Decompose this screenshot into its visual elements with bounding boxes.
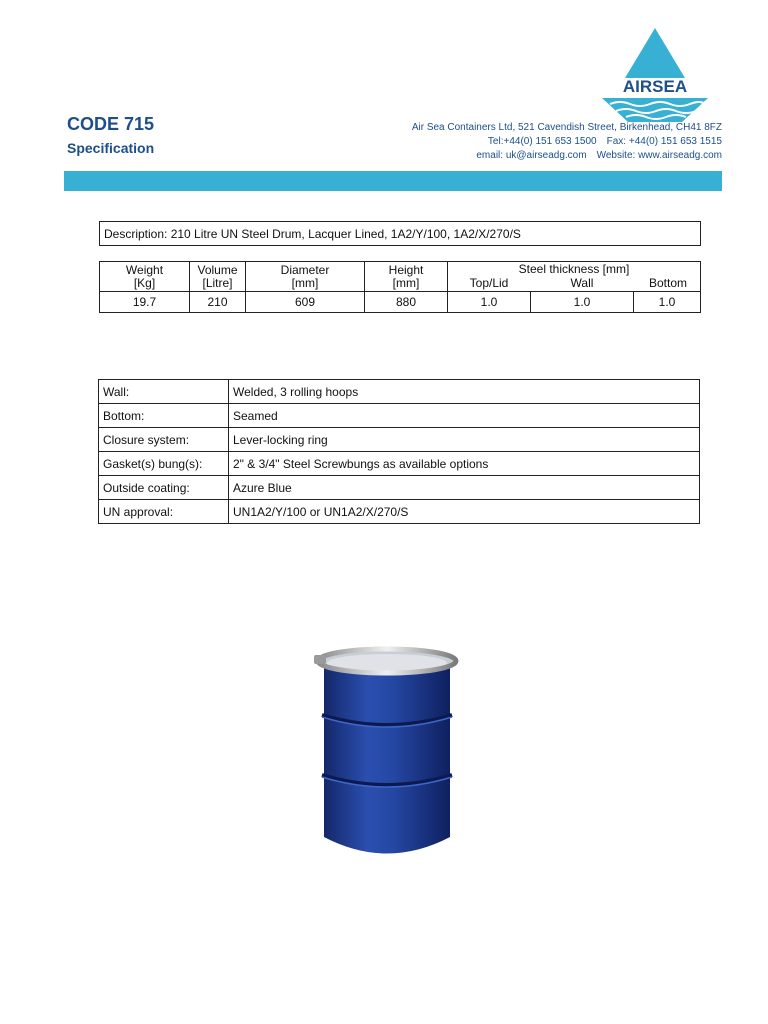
fax-number: Fax: +44(0) 151 653 1515 <box>606 136 722 147</box>
property-value: UN1A2/Y/100 or UN1A2/X/270/S <box>229 500 700 524</box>
table-row <box>99 380 700 404</box>
property-label: Outside coating: <box>99 476 229 500</box>
property-value: Lever-locking ring <box>229 428 700 452</box>
airsea-logo <box>590 26 720 126</box>
dimensions-table <box>99 261 701 313</box>
property-label: Gasket(s) bung(s): <box>99 452 229 476</box>
height-value: 880 <box>365 292 448 313</box>
property-value: Azure Blue <box>229 476 700 500</box>
wall-value: 1.0 <box>531 292 634 313</box>
diameter-value: 609 <box>246 292 365 313</box>
address-line: Air Sea Containers Ltd, 521 Cavendish Street, Birkenhead, CH41 8FZ <box>411 122 722 133</box>
height-header: Height [mm] <box>365 262 448 292</box>
top-lid-value: 1.0 <box>448 292 531 313</box>
description-table <box>99 221 701 246</box>
steel-thickness-label: Steel thickness [mm] <box>518 262 630 276</box>
weight-value: 19.7 <box>100 292 190 313</box>
property-value: Welded, 3 rolling hoops <box>229 380 700 404</box>
property-value: 2" & 3/4" Steel Screwbungs as available options <box>229 452 700 476</box>
bottom-header: Bottom <box>648 276 687 290</box>
website-link[interactable]: Website: www.airseadg.com <box>596 150 722 161</box>
specification-title: Specification <box>67 140 155 156</box>
properties-table <box>98 379 700 524</box>
table-row <box>99 404 700 428</box>
table-row <box>99 452 700 476</box>
bottom-value: 1.0 <box>634 292 701 313</box>
property-label: UN approval: <box>99 500 229 524</box>
property-value: Seamed <box>229 404 700 428</box>
logo-text: AIRSEA <box>622 77 688 96</box>
description-text: Description: 210 Litre UN Steel Drum, Lacquer Lined, 1A2/Y/100, 1A2/X/270/S <box>100 222 701 246</box>
diameter-header: Diameter [mm] <box>246 262 365 292</box>
top-lid-header: Top/Lid <box>469 276 509 290</box>
steel-thickness-header <box>448 262 701 292</box>
contact-block <box>412 121 722 163</box>
volume-value: 210 <box>190 292 246 313</box>
code-title: CODE 715 <box>67 114 155 134</box>
table-row <box>99 476 700 500</box>
tel-number: Tel:+44(0) 151 653 1500 <box>487 136 597 147</box>
volume-header: Volume [Litre] <box>190 262 246 292</box>
table-row <box>99 428 700 452</box>
table-row <box>99 500 700 524</box>
weight-header: Weight [Kg] <box>100 262 190 292</box>
header-band <box>64 171 722 191</box>
property-label: Bottom: <box>99 404 229 428</box>
property-label: Closure system: <box>99 428 229 452</box>
email-link[interactable]: email: uk@airseadg.com <box>476 150 587 161</box>
property-label: Wall: <box>99 380 229 404</box>
steel-drum-image <box>312 645 462 860</box>
wall-header: Wall <box>570 276 594 290</box>
